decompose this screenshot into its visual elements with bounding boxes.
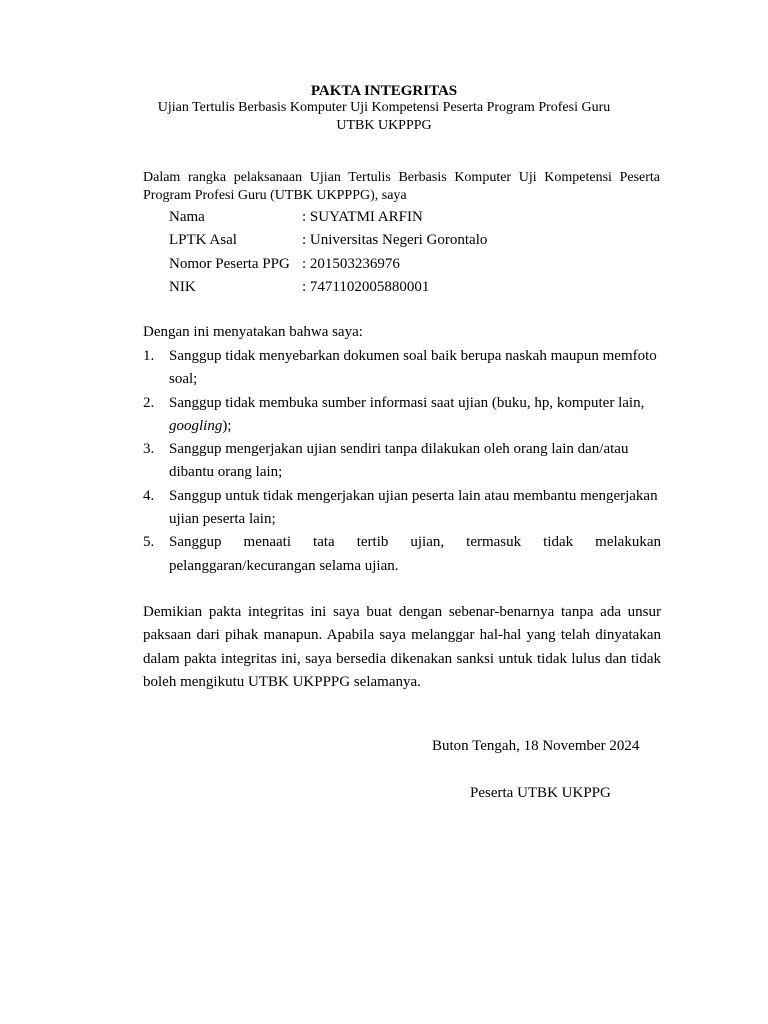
statement-text-continued: pelanggaran/kecurangan selama ujian. [169, 557, 399, 574]
statement-text-continued: soal; [169, 371, 198, 388]
statement-item [143, 438, 661, 485]
statement-text: Sanggup tidak menyebarkan dokumen soal baik berupa naskah maupun memfoto [169, 348, 657, 364]
document-subtitle-exam-name: UTBK UKPPPG [336, 118, 432, 133]
statement-item [143, 345, 661, 392]
statement-text: Sanggup mengerjakan ujian sendiri tanpa dilakukan oleh orang lain dan/atau [169, 441, 629, 458]
document-title: PAKTA INTEGRITAS [310, 83, 458, 99]
statement-text-continued [169, 415, 661, 438]
identity-label: Nomor Peserta PPG [169, 255, 290, 272]
identity-value: : 7471102005880001 [302, 278, 430, 295]
statement-text-continued: ujian peserta lain; [169, 511, 276, 528]
identity-table [169, 206, 487, 299]
statement-text: Sanggup tidak membuka sumber informasi saat ujian (buku, hp, komputer lain, [169, 394, 645, 411]
declaration-intro: Dengan ini menyatakan bahwa saya: [143, 324, 363, 340]
statement-item [143, 531, 661, 578]
statement-text-continued: dibantu orang lain; [169, 464, 283, 481]
identity-label: NIK [169, 278, 196, 295]
identity-value: : Universitas Negeri Gorontalo [302, 232, 488, 249]
statement-number: 3. [143, 441, 155, 458]
statement-item [143, 485, 661, 532]
identity-label: LPTK Asal [169, 232, 237, 249]
statement-number: 1. [143, 348, 155, 364]
document-subtitle: Ujian Tertulis Berbasis Komputer Uji Kompetensi Peserta Program Profesi Guru [157, 100, 611, 115]
signature-place-date: Buton Tengah, 18 November 2024 [432, 738, 640, 754]
identity-label: Nama [169, 209, 205, 225]
statement-text: Sanggup untuk tidak mengerjakan ujian peserta lain atau membantu mengerjakan [169, 487, 658, 504]
closing-paragraph: Demikian pakta integritas ini saya buat dengan sebenar-benarnya tanpa ada unsur paksaan dari pihak manapun. Apabila saya melanggar hal-hal yang telah dinyatakan dalam pakta integritas ini, saya bersedia dikenakan sanksi untuk tidak lulus dan tidak boleh mengikutu UTBK UKPPPG selamanya. [143, 604, 661, 690]
identity-value: : 201503236976 [302, 255, 400, 272]
statement-text-tail: ); [222, 417, 232, 434]
statement-list [143, 345, 661, 578]
statement-item [143, 392, 661, 439]
intro-paragraph: Dalam rangka pelaksanaan Ujian Tertulis Berbasis Komputer Uji Kompetensi Peserta Program Profesi Guru (UTBK UKPPPG), saya [143, 170, 660, 203]
identity-row-nik [169, 276, 487, 299]
signature-role: Peserta UTBK UKPPG [470, 785, 611, 801]
identity-row-participant-number [169, 253, 487, 276]
statement-text: Sanggup menaati tata tertib ujian, termasuk tidak melakukan [169, 534, 661, 551]
identity-row-lptk [169, 229, 487, 252]
statement-number: 5. [143, 534, 155, 551]
statement-italic-term: googling [169, 417, 223, 434]
statement-number: 4. [143, 487, 155, 504]
statement-number: 2. [143, 394, 155, 411]
identity-row-name [169, 206, 487, 229]
identity-value: : SUYATMI ARFIN [302, 209, 423, 225]
